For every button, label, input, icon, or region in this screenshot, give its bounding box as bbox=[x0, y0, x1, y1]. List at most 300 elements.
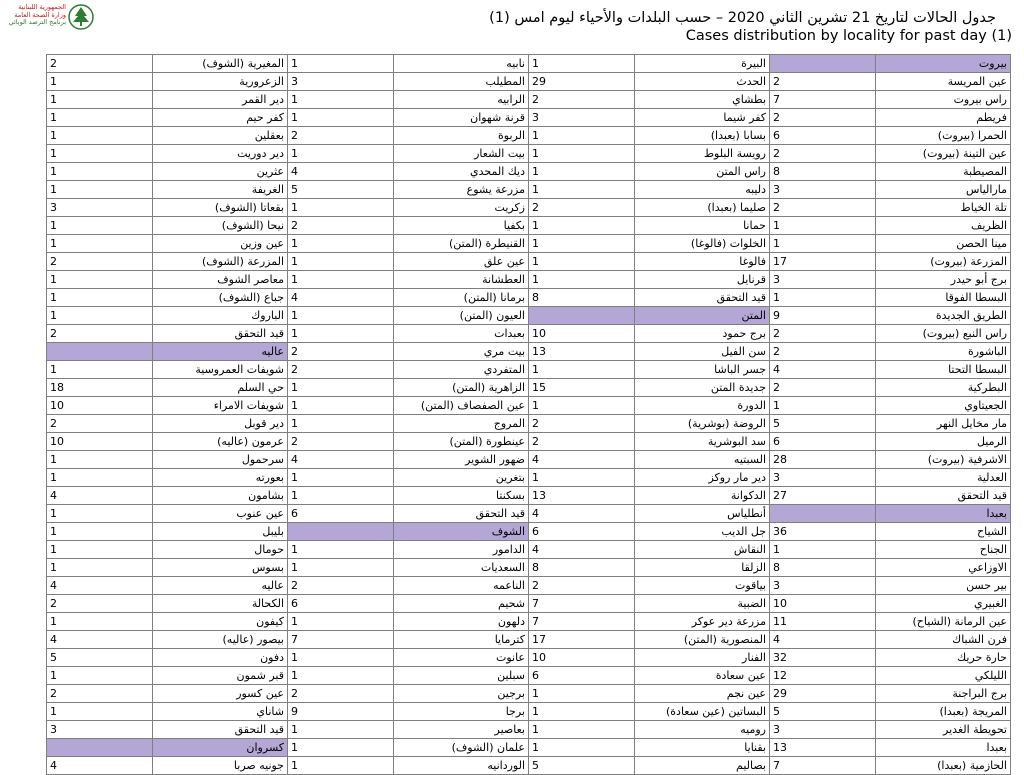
case-count-cell: 4 bbox=[529, 541, 635, 559]
district-header-cell: الشوف bbox=[394, 523, 529, 541]
case-count-cell: 6 bbox=[529, 523, 635, 541]
locality-name-cell: العيون (المتن) bbox=[394, 307, 529, 325]
case-count-cell: 32 bbox=[770, 649, 876, 667]
table-row bbox=[47, 379, 1011, 397]
case-count-cell: 1 bbox=[47, 235, 153, 253]
locality-name-cell: قبر شمون bbox=[153, 667, 288, 685]
case-count-cell: 1 bbox=[770, 217, 876, 235]
table-row bbox=[47, 73, 1011, 91]
case-count-cell: 1 bbox=[529, 127, 635, 145]
locality-name-cell: جسر الباشا bbox=[635, 361, 770, 379]
table-row bbox=[47, 523, 1011, 541]
district-header-count-cell bbox=[47, 739, 153, 757]
locality-name-cell: فرن الشباك bbox=[876, 631, 1011, 649]
case-count-cell: 10 bbox=[47, 397, 153, 415]
locality-name-cell: معاصر الشوف bbox=[153, 271, 288, 289]
case-count-cell: 1 bbox=[288, 253, 394, 271]
table-row bbox=[47, 145, 1011, 163]
locality-name-cell: الجناح bbox=[876, 541, 1011, 559]
case-count-cell: 1 bbox=[529, 685, 635, 703]
case-count-cell: 1 bbox=[288, 145, 394, 163]
table-row bbox=[47, 559, 1011, 577]
case-count-cell: 18 bbox=[47, 379, 153, 397]
locality-name-cell: الربوة bbox=[394, 127, 529, 145]
locality-name-cell: البيرة bbox=[635, 55, 770, 73]
locality-name-cell: زكريت bbox=[394, 199, 529, 217]
case-count-cell: 13 bbox=[529, 487, 635, 505]
case-count-cell: 1 bbox=[288, 91, 394, 109]
locality-name-cell: سرحمول bbox=[153, 451, 288, 469]
locality-name-cell: عثرين bbox=[153, 163, 288, 181]
case-count-cell: 4 bbox=[288, 289, 394, 307]
locality-name-cell: الشياح bbox=[876, 523, 1011, 541]
case-count-cell: 6 bbox=[529, 667, 635, 685]
locality-name-cell: فالوغا bbox=[635, 253, 770, 271]
case-count-cell: 1 bbox=[529, 217, 635, 235]
case-count-cell: 2 bbox=[529, 433, 635, 451]
locality-name-cell: المريجة (بعبدا) bbox=[876, 703, 1011, 721]
case-count-cell: 9 bbox=[288, 703, 394, 721]
case-count-cell: 2 bbox=[288, 361, 394, 379]
case-count-cell: 3 bbox=[770, 469, 876, 487]
logo-line: وزارة الصحة العامة bbox=[14, 10, 66, 19]
table-row bbox=[47, 289, 1011, 307]
case-count-cell: 7 bbox=[288, 631, 394, 649]
locality-name-cell: بتغرين bbox=[394, 469, 529, 487]
case-count-cell: 1 bbox=[288, 757, 394, 775]
locality-name-cell: الحدث bbox=[635, 73, 770, 91]
district-header-count-cell bbox=[770, 505, 876, 523]
case-count-cell: 2 bbox=[770, 325, 876, 343]
case-count-cell: 3 bbox=[770, 271, 876, 289]
case-count-cell: 1 bbox=[288, 541, 394, 559]
case-count-cell: 10 bbox=[770, 595, 876, 613]
locality-name-cell: عين كسور bbox=[153, 685, 288, 703]
locality-name-cell: المزرعة (الشوف) bbox=[153, 253, 288, 271]
locality-name-cell: بشامون bbox=[153, 487, 288, 505]
case-count-cell: 1 bbox=[47, 91, 153, 109]
locality-name-cell: البسطا الفوقا bbox=[876, 289, 1011, 307]
case-count-cell: 36 bbox=[770, 523, 876, 541]
case-count-cell: 1 bbox=[529, 361, 635, 379]
case-count-cell: 2 bbox=[770, 343, 876, 361]
case-count-cell: 1 bbox=[529, 721, 635, 739]
case-count-cell: 1 bbox=[288, 487, 394, 505]
district-header-count-cell bbox=[529, 307, 635, 325]
locality-name-cell: بعبدات bbox=[394, 325, 529, 343]
table-row bbox=[47, 649, 1011, 667]
locality-name-cell: الليلكي bbox=[876, 667, 1011, 685]
case-count-cell: 4 bbox=[770, 361, 876, 379]
table-row bbox=[47, 541, 1011, 559]
case-count-cell: 1 bbox=[529, 145, 635, 163]
case-count-cell: 7 bbox=[770, 757, 876, 775]
case-count-cell: 4 bbox=[288, 163, 394, 181]
locality-name-cell: كفر شيما bbox=[635, 109, 770, 127]
case-count-cell: 29 bbox=[770, 685, 876, 703]
case-count-cell: 3 bbox=[47, 199, 153, 217]
case-count-cell: 17 bbox=[529, 631, 635, 649]
table-row bbox=[47, 91, 1011, 109]
case-count-cell: 7 bbox=[770, 91, 876, 109]
district-header-cell: بعبدا bbox=[876, 505, 1011, 523]
locality-name-cell: السبتيه bbox=[635, 451, 770, 469]
locality-name-cell: روميه bbox=[635, 721, 770, 739]
case-count-cell: 8 bbox=[529, 289, 635, 307]
locality-name-cell: العدلية bbox=[876, 469, 1011, 487]
table-row bbox=[47, 487, 1011, 505]
case-count-cell: 8 bbox=[770, 163, 876, 181]
locality-name-cell: سد البوشرية bbox=[635, 433, 770, 451]
district-header-cell: كسروان bbox=[153, 739, 288, 757]
locality-name-cell: جل الديب bbox=[635, 523, 770, 541]
case-count-cell: 5 bbox=[770, 703, 876, 721]
case-count-cell: 3 bbox=[770, 577, 876, 595]
locality-name-cell: راس بيروت bbox=[876, 91, 1011, 109]
case-count-cell: 3 bbox=[770, 721, 876, 739]
case-count-cell: 5 bbox=[47, 649, 153, 667]
locality-name-cell: الظريف bbox=[876, 217, 1011, 235]
table-row bbox=[47, 235, 1011, 253]
table-row bbox=[47, 55, 1011, 73]
locality-name-cell: قيد التحقق bbox=[153, 721, 288, 739]
locality-name-cell: نابيه bbox=[394, 55, 529, 73]
locality-name-cell: الباشورة bbox=[876, 343, 1011, 361]
case-count-cell: 4 bbox=[529, 505, 635, 523]
case-count-cell: 1 bbox=[47, 127, 153, 145]
locality-name-cell: البسطا التحتا bbox=[876, 361, 1011, 379]
case-count-cell: 2 bbox=[770, 379, 876, 397]
case-count-cell: 1 bbox=[47, 559, 153, 577]
locality-name-cell: عرمون (عاليه) bbox=[153, 433, 288, 451]
district-header-count-cell bbox=[288, 523, 394, 541]
locality-name-cell: الخلوات (فالوغا) bbox=[635, 235, 770, 253]
locality-name-cell: المتفردي bbox=[394, 361, 529, 379]
locality-name-cell: بعورته bbox=[153, 469, 288, 487]
locality-name-cell: سبلين bbox=[394, 667, 529, 685]
locality-name-cell: الحازمية (بعبدا) bbox=[876, 757, 1011, 775]
table-row bbox=[47, 217, 1011, 235]
locality-name-cell: شاناي bbox=[153, 703, 288, 721]
case-count-cell: 2 bbox=[47, 253, 153, 271]
case-count-cell: 6 bbox=[770, 433, 876, 451]
locality-name-cell: كفر حيم bbox=[153, 109, 288, 127]
case-count-cell: 4 bbox=[47, 631, 153, 649]
case-count-cell: 1 bbox=[47, 451, 153, 469]
ministry-logo bbox=[4, 2, 114, 34]
locality-name-cell: ضهور الشوير bbox=[394, 451, 529, 469]
locality-name-cell: برج حمود bbox=[635, 325, 770, 343]
locality-name-cell: دير قوبل bbox=[153, 415, 288, 433]
locality-name-cell: دير القمر bbox=[153, 91, 288, 109]
table-row bbox=[47, 505, 1011, 523]
locality-name-cell: تلة الخياط bbox=[876, 199, 1011, 217]
case-count-cell: 2 bbox=[47, 595, 153, 613]
table-row bbox=[47, 613, 1011, 631]
table-row bbox=[47, 703, 1011, 721]
table-row bbox=[47, 163, 1011, 181]
logo-line: برنامج الترصد الوبائي bbox=[8, 18, 66, 26]
case-count-cell: 1 bbox=[529, 235, 635, 253]
table-row bbox=[47, 757, 1011, 775]
locality-name-cell: دفون bbox=[153, 649, 288, 667]
case-count-cell: 1 bbox=[288, 325, 394, 343]
locality-name-cell: جباع (الشوف) bbox=[153, 289, 288, 307]
locality-name-cell: شحيم bbox=[394, 595, 529, 613]
case-count-cell: 1 bbox=[47, 505, 153, 523]
locality-name-cell: برجا bbox=[394, 703, 529, 721]
table-row bbox=[47, 397, 1011, 415]
locality-name-cell: القنيطرة (المتن) bbox=[394, 235, 529, 253]
case-count-cell: 1 bbox=[47, 181, 153, 199]
case-count-cell: 1 bbox=[288, 649, 394, 667]
locality-name-cell: المروج bbox=[394, 415, 529, 433]
cases-table-container bbox=[46, 54, 1011, 775]
table-row bbox=[47, 343, 1011, 361]
locality-name-cell: بسكنتا bbox=[394, 487, 529, 505]
locality-name-cell: دليبه bbox=[635, 181, 770, 199]
locality-name-cell: حومال bbox=[153, 541, 288, 559]
case-count-cell: 1 bbox=[47, 541, 153, 559]
locality-name-cell: الرميل bbox=[876, 433, 1011, 451]
locality-name-cell: مارالياس bbox=[876, 181, 1011, 199]
case-count-cell: 2 bbox=[47, 685, 153, 703]
case-count-cell: 2 bbox=[288, 433, 394, 451]
case-count-cell: 2 bbox=[770, 145, 876, 163]
locality-name-cell: صليما (بعبدا) bbox=[635, 199, 770, 217]
locality-name-cell: السعديات bbox=[394, 559, 529, 577]
case-count-cell: 1 bbox=[47, 73, 153, 91]
district-header-cell: المتن bbox=[635, 307, 770, 325]
locality-name-cell: النقاش bbox=[635, 541, 770, 559]
case-count-cell: 1 bbox=[288, 397, 394, 415]
locality-name-cell: بطشاي bbox=[635, 91, 770, 109]
case-count-cell: 4 bbox=[47, 577, 153, 595]
locality-name-cell: الزاهرية (المتن) bbox=[394, 379, 529, 397]
locality-name-cell: بقنايا bbox=[635, 739, 770, 757]
locality-name-cell: بسابا (بعبدا) bbox=[635, 127, 770, 145]
case-count-cell: 1 bbox=[47, 163, 153, 181]
case-count-cell: 1 bbox=[529, 253, 635, 271]
case-count-cell: 2 bbox=[47, 325, 153, 343]
locality-name-cell: البطركية bbox=[876, 379, 1011, 397]
case-count-cell: 2 bbox=[47, 55, 153, 73]
locality-name-cell: دير دوريت bbox=[153, 145, 288, 163]
case-count-cell: 28 bbox=[770, 451, 876, 469]
locality-name-cell: بكفيا bbox=[394, 217, 529, 235]
case-count-cell: 3 bbox=[529, 109, 635, 127]
case-count-cell: 1 bbox=[47, 289, 153, 307]
case-count-cell: 6 bbox=[288, 595, 394, 613]
case-count-cell: 1 bbox=[529, 469, 635, 487]
locality-name-cell: حارة حريك bbox=[876, 649, 1011, 667]
case-count-cell: 1 bbox=[47, 703, 153, 721]
locality-name-cell: جديدة المتن bbox=[635, 379, 770, 397]
case-count-cell: 10 bbox=[529, 325, 635, 343]
case-count-cell: 5 bbox=[770, 415, 876, 433]
locality-name-cell: المزرعة (بيروت) bbox=[876, 253, 1011, 271]
table-row bbox=[47, 415, 1011, 433]
case-count-cell: 1 bbox=[770, 397, 876, 415]
case-count-cell: 5 bbox=[288, 181, 394, 199]
logo-text bbox=[8, 4, 66, 27]
district-header-count-cell bbox=[770, 55, 876, 73]
logo-line: الجمهورية اللبنانية bbox=[18, 3, 66, 11]
page-title-english: Cases distribution by locality for past day (1) bbox=[685, 28, 1012, 44]
locality-name-cell: مزرعة دير عوكر bbox=[635, 613, 770, 631]
table-row bbox=[47, 631, 1011, 649]
case-count-cell: 3 bbox=[770, 181, 876, 199]
locality-name-cell: بعبدا bbox=[876, 739, 1011, 757]
locality-name-cell: بعقلين bbox=[153, 127, 288, 145]
locality-name-cell: حي السلم bbox=[153, 379, 288, 397]
case-count-cell: 2 bbox=[288, 685, 394, 703]
table-row bbox=[47, 199, 1011, 217]
table-row bbox=[47, 433, 1011, 451]
locality-name-cell: برجين bbox=[394, 685, 529, 703]
cedar-emblem-icon bbox=[68, 3, 94, 31]
case-count-cell: 1 bbox=[47, 613, 153, 631]
case-count-cell: 2 bbox=[288, 217, 394, 235]
locality-name-cell: الزلقا bbox=[635, 559, 770, 577]
case-count-cell: 1 bbox=[47, 217, 153, 235]
locality-name-cell: شويفات العمروسية bbox=[153, 361, 288, 379]
locality-name-cell: الكحالة bbox=[153, 595, 288, 613]
locality-name-cell: نيحا (الشوف) bbox=[153, 217, 288, 235]
locality-name-cell: الغبيري bbox=[876, 595, 1011, 613]
locality-name-cell: بياقوت bbox=[635, 577, 770, 595]
locality-name-cell: عين التينة (بيروت) bbox=[876, 145, 1011, 163]
case-count-cell: 1 bbox=[770, 541, 876, 559]
case-count-cell: 2 bbox=[47, 415, 153, 433]
case-count-cell: 2 bbox=[529, 199, 635, 217]
district-header-count-cell bbox=[47, 343, 153, 361]
table-row bbox=[47, 307, 1011, 325]
case-count-cell: 11 bbox=[770, 613, 876, 631]
locality-name-cell: برج أبو حيدر bbox=[876, 271, 1011, 289]
case-count-cell: 1 bbox=[288, 415, 394, 433]
locality-name-cell: بقعاتا (الشوف) bbox=[153, 199, 288, 217]
case-count-cell: 29 bbox=[529, 73, 635, 91]
table-row bbox=[47, 469, 1011, 487]
locality-name-cell: قيد التحقق bbox=[635, 289, 770, 307]
case-count-cell: 1 bbox=[47, 109, 153, 127]
table-row bbox=[47, 451, 1011, 469]
table-row bbox=[47, 577, 1011, 595]
locality-name-cell: الفنار bbox=[635, 649, 770, 667]
locality-name-cell: المغيرية (الشوف) bbox=[153, 55, 288, 73]
case-count-cell: 1 bbox=[288, 613, 394, 631]
locality-name-cell: مزرعة يشوع bbox=[394, 181, 529, 199]
locality-name-cell: مينا الحصن bbox=[876, 235, 1011, 253]
locality-name-cell: عين علق bbox=[394, 253, 529, 271]
locality-name-cell: الدورة bbox=[635, 397, 770, 415]
case-count-cell: 2 bbox=[288, 127, 394, 145]
table-row bbox=[47, 325, 1011, 343]
locality-name-cell: بليبل bbox=[153, 523, 288, 541]
table-row bbox=[47, 109, 1011, 127]
locality-name-cell: الاشرفية (بيروت) bbox=[876, 451, 1011, 469]
locality-name-cell: المصيطبة bbox=[876, 163, 1011, 181]
case-count-cell: 6 bbox=[770, 127, 876, 145]
case-count-cell: 1 bbox=[47, 145, 153, 163]
locality-name-cell: عين سعادة bbox=[635, 667, 770, 685]
cases-table-body bbox=[47, 55, 1011, 775]
cases-table bbox=[46, 54, 1011, 775]
table-row bbox=[47, 721, 1011, 739]
locality-name-cell: الروضة (بوشرية) bbox=[635, 415, 770, 433]
case-count-cell: 2 bbox=[288, 577, 394, 595]
locality-name-cell: قيد التحقق bbox=[876, 487, 1011, 505]
locality-name-cell: البساتين (عين سعادة) bbox=[635, 703, 770, 721]
case-count-cell: 1 bbox=[288, 307, 394, 325]
locality-name-cell: الاوزاعي bbox=[876, 559, 1011, 577]
case-count-cell: 10 bbox=[529, 649, 635, 667]
locality-name-cell: قيد التحقق bbox=[394, 505, 529, 523]
locality-name-cell: دلهون bbox=[394, 613, 529, 631]
locality-name-cell: كترمايا bbox=[394, 631, 529, 649]
case-count-cell: 1 bbox=[47, 307, 153, 325]
locality-name-cell: راس النبع (بيروت) bbox=[876, 325, 1011, 343]
locality-name-cell: بير حسن bbox=[876, 577, 1011, 595]
locality-name-cell: عين الرمانة (الشياح) bbox=[876, 613, 1011, 631]
district-header-cell: عاليه bbox=[153, 343, 288, 361]
case-count-cell: 1 bbox=[288, 739, 394, 757]
locality-name-cell: الدامور bbox=[394, 541, 529, 559]
locality-name-cell: عين عنوب bbox=[153, 505, 288, 523]
table-row bbox=[47, 667, 1011, 685]
locality-name-cell: عانوت bbox=[394, 649, 529, 667]
locality-name-cell: كيفون bbox=[153, 613, 288, 631]
locality-name-cell: الجعيتاوي bbox=[876, 397, 1011, 415]
locality-name-cell: رويسة البلوط bbox=[635, 145, 770, 163]
locality-name-cell: عين المريسة bbox=[876, 73, 1011, 91]
locality-name-cell: الدكوانة bbox=[635, 487, 770, 505]
case-count-cell: 1 bbox=[529, 55, 635, 73]
case-count-cell: 1 bbox=[770, 235, 876, 253]
locality-name-cell: عاليه bbox=[153, 577, 288, 595]
case-count-cell: 1 bbox=[529, 271, 635, 289]
table-row bbox=[47, 181, 1011, 199]
locality-name-cell: قرنايل bbox=[635, 271, 770, 289]
locality-name-cell: الوردانيه bbox=[394, 757, 529, 775]
locality-name-cell: راس المتن bbox=[635, 163, 770, 181]
locality-name-cell: بصاليم bbox=[635, 757, 770, 775]
case-count-cell: 1 bbox=[47, 523, 153, 541]
case-count-cell: 1 bbox=[288, 469, 394, 487]
case-count-cell: 1 bbox=[47, 361, 153, 379]
case-count-cell: 3 bbox=[47, 721, 153, 739]
case-count-cell: 1 bbox=[288, 379, 394, 397]
locality-name-cell: قرنة شهوان bbox=[394, 109, 529, 127]
locality-name-cell: قيد التحقق bbox=[153, 325, 288, 343]
case-count-cell: 4 bbox=[47, 757, 153, 775]
locality-name-cell: بيت مري bbox=[394, 343, 529, 361]
case-count-cell: 1 bbox=[770, 289, 876, 307]
table-row bbox=[47, 595, 1011, 613]
locality-name-cell: بيت الشعار bbox=[394, 145, 529, 163]
case-count-cell: 15 bbox=[529, 379, 635, 397]
locality-name-cell: الطريق الجديدة bbox=[876, 307, 1011, 325]
locality-name-cell: الزعرورية bbox=[153, 73, 288, 91]
case-count-cell: 13 bbox=[529, 343, 635, 361]
case-count-cell: 5 bbox=[529, 757, 635, 775]
case-count-cell: 1 bbox=[288, 559, 394, 577]
locality-name-cell: سن الفيل bbox=[635, 343, 770, 361]
case-count-cell: 2 bbox=[529, 577, 635, 595]
locality-name-cell: برج البراجنة bbox=[876, 685, 1011, 703]
table-row bbox=[47, 685, 1011, 703]
